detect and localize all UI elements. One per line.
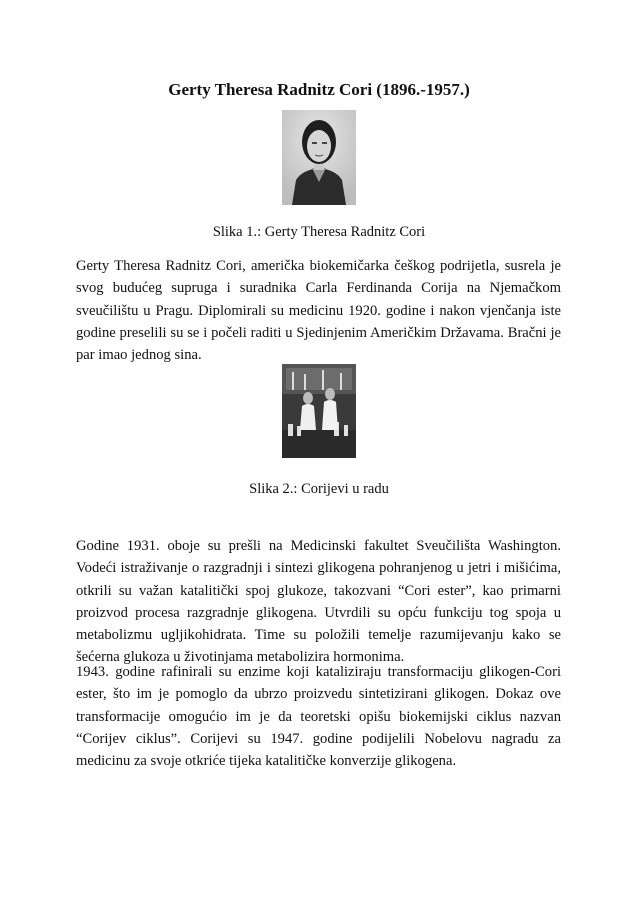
figure-2-caption: Slika 2.: Corijevi u radu bbox=[249, 481, 389, 497]
lab-image bbox=[282, 364, 356, 458]
portrait-image bbox=[282, 110, 356, 205]
paragraph-1: Gerty Theresa Radnitz Cori, američka biokemičarka češkog podrijetla, susrela je svog budućeg supruga i suradnika Carla Ferdinanda Corija na Njemačkom sveučilištu u Pragu. Diplomirali su medicinu 1920. godine i nakon vjenčanja iste godine preselili su se i počeli raditi u Sjedinjenim Američkim Državama. Bračni je par imao jednog sina. bbox=[76, 258, 561, 364]
lab-photo bbox=[282, 364, 356, 458]
paragraph-2: Godine 1931. oboje su prešli na Medicinski fakultet Sveučilišta Washington. Vodeći istraživanje o razgradnji i sintezi glikogena pohranjenog u jetri i mišićima, otkrili su važan katalitički spoj glukoze, takozvani “Cori ester”, kao primarni proizvod procesa razgradnje glikogena. Utvrdili su opću funkciju tog spoja u metabolizmu ugljikohidrata. Time su položili temelje razumijevanju kako se šećerna glukoza u životinjama metabolizira hormonima. bbox=[76, 538, 561, 666]
figure-1-caption: Slika 1.: Gerty Theresa Radnitz Cori bbox=[212, 224, 426, 240]
portrait-photo bbox=[282, 110, 356, 205]
document-title: Gerty Theresa Radnitz Cori (1896.-1957.) bbox=[168, 80, 470, 99]
paragraph-3: 1943. godine rafinirali su enzime koji kataliziraju transformaciju glikogen-Cori ester, što im je pomoglo da ubrzo proizvedu sintetizirani glikogen. Dokaz ove transformacije omogućio im je da teoretski opišu biokemijski ciklus nazvan “Corijev ciklus”. Corijevi su 1947. godine podijelili Nobelovu nagradu za medicinu za svoje otkriće tijeka katalitičke konverzije glikogena. bbox=[76, 664, 561, 770]
